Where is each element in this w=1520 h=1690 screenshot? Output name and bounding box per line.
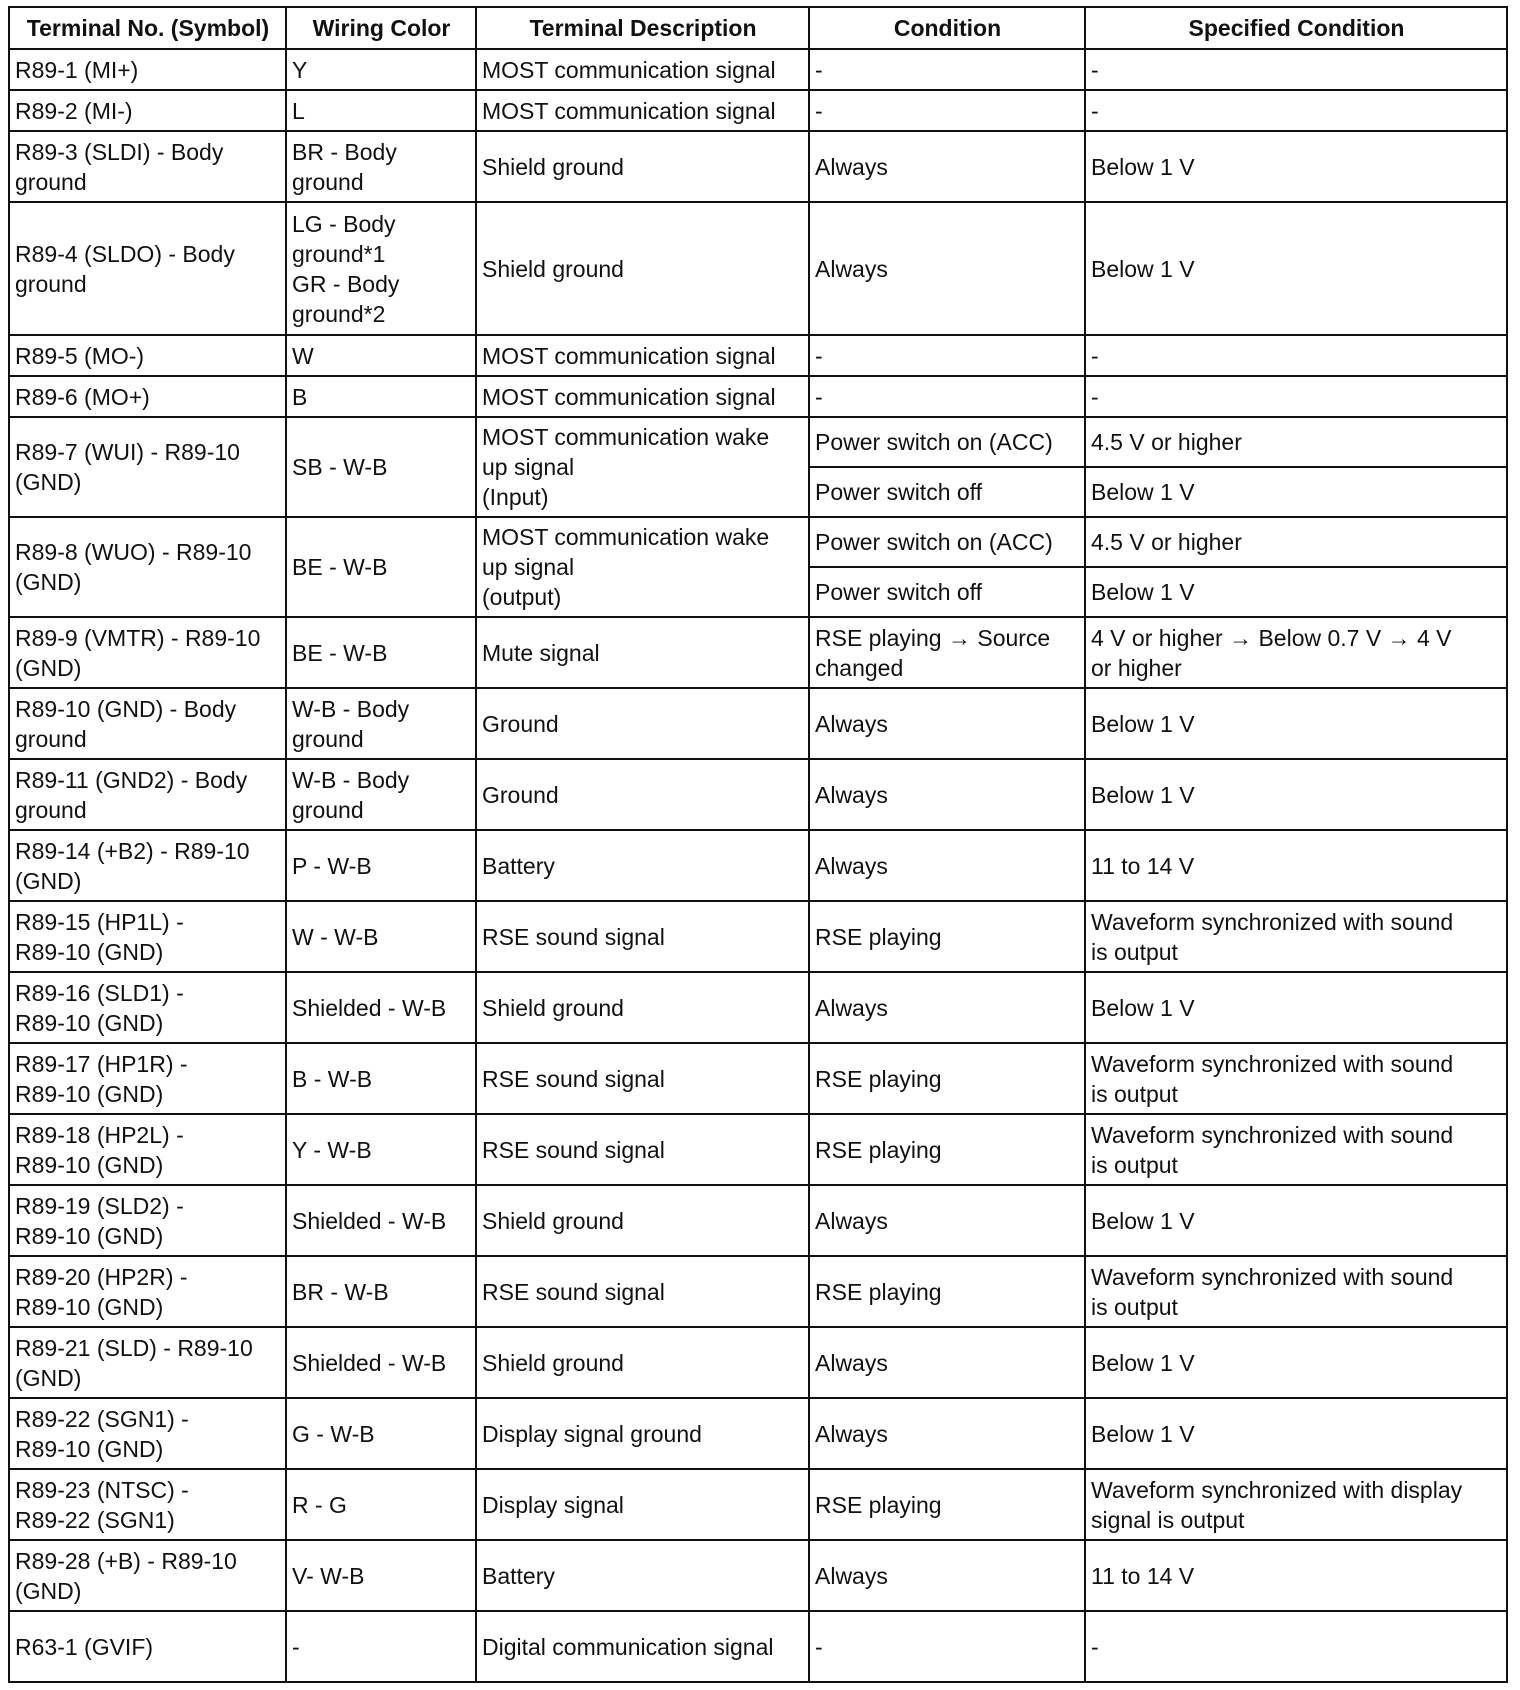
wiring-color-cell: BR - Body ground xyxy=(286,131,476,202)
specified-condition-cell: Waveform synchronized with sound is output xyxy=(1085,1043,1507,1114)
terminal-cell: R63-1 (GVIF) xyxy=(9,1611,286,1682)
specified-condition-cell: Below 1 V xyxy=(1085,1185,1507,1256)
table-row xyxy=(9,202,1507,335)
specified-condition-cell: Below 1 V xyxy=(1085,688,1507,759)
terminal-cell: R89-6 (MO+) xyxy=(9,376,286,417)
specified-condition-cell: 4.5 V or higher xyxy=(1085,517,1507,567)
header-specified-condition: Specified Condition xyxy=(1085,7,1507,49)
header-condition: Condition xyxy=(809,7,1085,49)
description-cell: Ground xyxy=(476,688,809,759)
condition-cell: Always xyxy=(809,131,1085,202)
table-row xyxy=(9,1043,1507,1114)
specified-condition-cell: Below 1 V xyxy=(1085,567,1507,617)
condition-cell: Always xyxy=(809,972,1085,1043)
description-cell: Shield ground xyxy=(476,131,809,202)
table-row xyxy=(9,759,1507,830)
condition-cell: Always xyxy=(809,1540,1085,1611)
description-cell: RSE sound signal xyxy=(476,901,809,972)
terminal-cell: R89-1 (MI+) xyxy=(9,49,286,90)
description-cell: Shield ground xyxy=(476,1327,809,1398)
wiring-color-cell: B xyxy=(286,376,476,417)
wiring-color-cell: W-B - Body ground xyxy=(286,688,476,759)
description-cell: RSE sound signal xyxy=(476,1114,809,1185)
description-cell: MOST communication wake up signal (Input) xyxy=(476,417,809,517)
table-row xyxy=(9,1469,1507,1540)
terminal-cell: R89-3 (SLDI) - Body ground xyxy=(9,131,286,202)
condition-cell: Power switch on (ACC) xyxy=(809,417,1085,467)
specified-condition-cell: Below 1 V xyxy=(1085,131,1507,202)
condition-cell: RSE playing xyxy=(809,1114,1085,1185)
table-row xyxy=(9,972,1507,1043)
table-row xyxy=(9,1327,1507,1398)
condition-cell: RSE playing → Source changed xyxy=(809,617,1085,688)
header-terminal: Terminal No. (Symbol) xyxy=(9,7,286,49)
wiring-color-cell: B - W-B xyxy=(286,1043,476,1114)
condition-cell: - xyxy=(809,376,1085,417)
table-row xyxy=(9,1611,1507,1682)
condition-cell: RSE playing xyxy=(809,1043,1085,1114)
terminal-cell: R89-9 (VMTR) - R89-10 (GND) xyxy=(9,617,286,688)
table-body xyxy=(9,49,1507,1682)
specified-condition-cell: Below 1 V xyxy=(1085,467,1507,517)
terminal-cell: R89-17 (HP1R) - R89-10 (GND) xyxy=(9,1043,286,1114)
terminal-cell: R89-14 (+B2) - R89-10 (GND) xyxy=(9,830,286,901)
table-row xyxy=(9,1540,1507,1611)
header-row xyxy=(9,7,1507,49)
description-cell: Digital communication signal xyxy=(476,1611,809,1682)
table-row xyxy=(9,90,1507,131)
specified-condition-cell: 4 V or higher → Below 0.7 V → 4 V or higher xyxy=(1085,617,1507,688)
table-row xyxy=(9,901,1507,972)
description-cell: Battery xyxy=(476,1540,809,1611)
wiring-color-cell: W-B - Body ground xyxy=(286,759,476,830)
condition-cell: - xyxy=(809,49,1085,90)
terminal-cell: R89-19 (SLD2) - R89-10 (GND) xyxy=(9,1185,286,1256)
table-row xyxy=(9,1114,1507,1185)
table-row xyxy=(9,417,1507,467)
specified-condition-cell: - xyxy=(1085,90,1507,131)
terminal-cell: R89-10 (GND) - Body ground xyxy=(9,688,286,759)
wiring-color-cell: W - W-B xyxy=(286,901,476,972)
wiring-color-cell: Shielded - W-B xyxy=(286,1185,476,1256)
description-cell: Shield ground xyxy=(476,1185,809,1256)
condition-cell: Power switch off xyxy=(809,567,1085,617)
description-cell: Display signal xyxy=(476,1469,809,1540)
wiring-color-cell: Y - W-B xyxy=(286,1114,476,1185)
table-row xyxy=(9,517,1507,567)
table-row xyxy=(9,830,1507,901)
condition-cell: - xyxy=(809,335,1085,376)
wiring-color-cell: BE - W-B xyxy=(286,517,476,617)
specified-condition-cell: - xyxy=(1085,1611,1507,1682)
description-cell: MOST communication signal xyxy=(476,376,809,417)
condition-cell: Power switch off xyxy=(809,467,1085,517)
condition-cell: Always xyxy=(809,202,1085,335)
table-row xyxy=(9,617,1507,688)
condition-cell: Always xyxy=(809,830,1085,901)
specified-condition-cell: Below 1 V xyxy=(1085,759,1507,830)
terminal-table xyxy=(8,6,1508,1683)
condition-cell: - xyxy=(809,90,1085,131)
specified-condition-cell: Waveform synchronized with display signal is output xyxy=(1085,1469,1507,1540)
specified-condition-cell: 11 to 14 V xyxy=(1085,830,1507,901)
wiring-color-cell: R - G xyxy=(286,1469,476,1540)
description-cell: Mute signal xyxy=(476,617,809,688)
condition-cell: Always xyxy=(809,688,1085,759)
description-cell: Shield ground xyxy=(476,972,809,1043)
condition-cell: RSE playing xyxy=(809,901,1085,972)
condition-cell: - xyxy=(809,1611,1085,1682)
table-row xyxy=(9,131,1507,202)
description-cell: Shield ground xyxy=(476,202,809,335)
wiring-color-cell: W xyxy=(286,335,476,376)
header-wiring-color: Wiring Color xyxy=(286,7,476,49)
condition-cell: Always xyxy=(809,1398,1085,1469)
wiring-color-cell: SB - W-B xyxy=(286,417,476,517)
table-row xyxy=(9,1398,1507,1469)
table-row xyxy=(9,1185,1507,1256)
specified-condition-cell: 11 to 14 V xyxy=(1085,1540,1507,1611)
condition-cell: Always xyxy=(809,1185,1085,1256)
terminal-cell: R89-22 (SGN1) - R89-10 (GND) xyxy=(9,1398,286,1469)
description-cell: Battery xyxy=(476,830,809,901)
description-cell: Display signal ground xyxy=(476,1398,809,1469)
specified-condition-cell: Below 1 V xyxy=(1085,972,1507,1043)
terminal-cell: R89-2 (MI-) xyxy=(9,90,286,131)
table-row xyxy=(9,49,1507,90)
condition-cell: Power switch on (ACC) xyxy=(809,517,1085,567)
terminal-cell: R89-21 (SLD) - R89-10 (GND) xyxy=(9,1327,286,1398)
description-cell: MOST communication wake up signal (output) xyxy=(476,517,809,617)
table-row xyxy=(9,376,1507,417)
specified-condition-cell: - xyxy=(1085,376,1507,417)
terminal-cell: R89-7 (WUI) - R89-10 (GND) xyxy=(9,417,286,517)
condition-cell: Always xyxy=(809,759,1085,830)
condition-cell: RSE playing xyxy=(809,1469,1085,1540)
terminal-cell: R89-8 (WUO) - R89-10 (GND) xyxy=(9,517,286,617)
wiring-color-cell: P - W-B xyxy=(286,830,476,901)
wiring-color-cell: Y xyxy=(286,49,476,90)
specified-condition-cell: Waveform synchronized with sound is output xyxy=(1085,901,1507,972)
wiring-color-cell: LG - Body ground*1 GR - Body ground*2 xyxy=(286,202,476,335)
specified-condition-cell: Below 1 V xyxy=(1085,1327,1507,1398)
specified-condition-cell: 4.5 V or higher xyxy=(1085,417,1507,467)
wiring-color-cell: BE - W-B xyxy=(286,617,476,688)
description-cell: MOST communication signal xyxy=(476,90,809,131)
description-cell: RSE sound signal xyxy=(476,1043,809,1114)
terminal-cell: R89-18 (HP2L) - R89-10 (GND) xyxy=(9,1114,286,1185)
header-terminal-description: Terminal Description xyxy=(476,7,809,49)
specified-condition-cell: - xyxy=(1085,49,1507,90)
specified-condition-cell: Waveform synchronized with sound is output xyxy=(1085,1256,1507,1327)
table-row xyxy=(9,688,1507,759)
terminal-cell: R89-28 (+B) - R89-10 (GND) xyxy=(9,1540,286,1611)
wiring-color-cell: L xyxy=(286,90,476,131)
specified-condition-cell: - xyxy=(1085,335,1507,376)
terminal-cell: R89-5 (MO-) xyxy=(9,335,286,376)
terminal-cell: R89-11 (GND2) - Body ground xyxy=(9,759,286,830)
wiring-color-cell: Shielded - W-B xyxy=(286,1327,476,1398)
specified-condition-cell: Below 1 V xyxy=(1085,1398,1507,1469)
description-cell: Ground xyxy=(476,759,809,830)
terminal-cell: R89-15 (HP1L) - R89-10 (GND) xyxy=(9,901,286,972)
condition-cell: RSE playing xyxy=(809,1256,1085,1327)
wiring-color-cell: V- W-B xyxy=(286,1540,476,1611)
table-row xyxy=(9,1256,1507,1327)
terminal-cell: R89-4 (SLDO) - Body ground xyxy=(9,202,286,335)
specified-condition-cell: Waveform synchronized with sound is output xyxy=(1085,1114,1507,1185)
description-cell: MOST communication signal xyxy=(476,335,809,376)
wiring-color-cell: - xyxy=(286,1611,476,1682)
description-cell: RSE sound signal xyxy=(476,1256,809,1327)
terminal-cell: R89-23 (NTSC) - R89-22 (SGN1) xyxy=(9,1469,286,1540)
wiring-color-cell: Shielded - W-B xyxy=(286,972,476,1043)
specified-condition-cell: Below 1 V xyxy=(1085,202,1507,335)
condition-cell: Always xyxy=(809,1327,1085,1398)
table-row xyxy=(9,335,1507,376)
terminal-cell: R89-20 (HP2R) - R89-10 (GND) xyxy=(9,1256,286,1327)
wiring-color-cell: BR - W-B xyxy=(286,1256,476,1327)
description-cell: MOST communication signal xyxy=(476,49,809,90)
terminal-cell: R89-16 (SLD1) - R89-10 (GND) xyxy=(9,972,286,1043)
wiring-color-cell: G - W-B xyxy=(286,1398,476,1469)
